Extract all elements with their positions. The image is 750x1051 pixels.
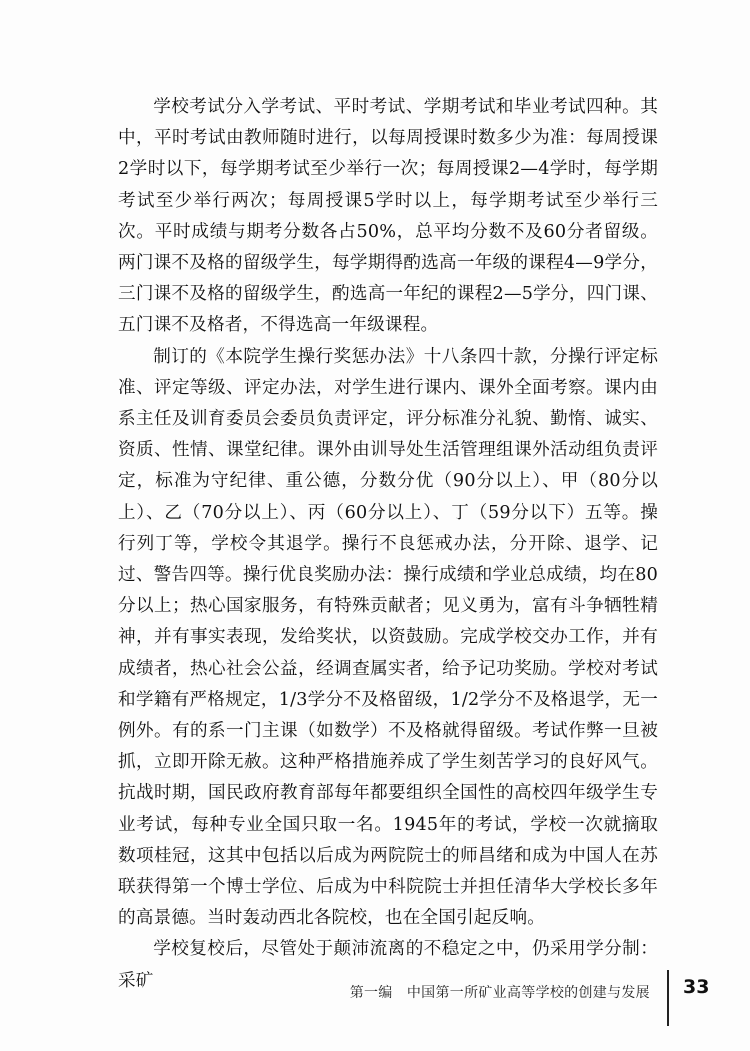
body-text bbox=[118, 92, 658, 997]
paragraph-credit-system: 学校复校后，尽管处于颠沛流离的不稳定之中，仍采用学分制：采矿 bbox=[118, 939, 658, 991]
footer-divider bbox=[667, 970, 669, 1026]
running-title: 第一编 中国第一所矿业高等学校的创建与发展 bbox=[349, 985, 650, 1001]
page-footer bbox=[0, 970, 750, 1030]
page-number: 33 bbox=[683, 976, 710, 998]
paragraph-conduct-rules: 制订的《本院学生操行奖惩办法》十八条四十款，分操行评定标准、评定等级、评定办法，对学生进行课内、课外全面考察。课内由系主任及训育委员会委员负责评定，评分标准分礼貌、勤惰、诚实、资质、性情、课堂纪律。课外由训导处生活管理组课外活动组负责评定，标准为守纪律、重公德，分数分优（90分以上）、甲（80分以上）、乙（70分以上）、丙（60分以上）、丁（59分以下）五等。操行列丁等，学校令其退学。操行不良惩戒办法，分开除、退学、记过、警告四等。操行优良奖励办法：操行成绩和学业总成绩，均在80分以上；热心国家服务，有特殊贡献者；见义勇为，富有斗争牺牲精神，并有事实表现，发给奖状，以资鼓励。完成学校交办工作，并有成绩者，热心社会公益，经调查属实者，给予记功奖励。学校对考试和学籍有严格规定，1/3学分不及格留级，1/2学分不及格退学，无一例外。有的系一门主课（如数学）不及格就得留级。考试作弊一旦被抓，立即开除无赦。这种严格措施养成了学生刻苦学习的良好风气。抗战时期，国民政府教育部每年都要组织全国性的高校四年级学生专业考试，每种专业全国只取一名。1945年的考试，学校一次就摘取数项桂冠，这其中包括以后成为两院院士的师昌绪和成为中国人在苏联获得第一个博士学位、后成为中科院院士并担任清华大学校长多年的高景德。当时轰动西北各院校，也在全国引起反响。 bbox=[118, 346, 658, 929]
paragraph-exams: 学校考试分入学考试、平时考试、学期考试和毕业考试四种。其中，平时考试由教师随时进行，以每周授课时数多少为准：每周授课2学时以下，每学期考试至少举行一次；每周授课2—4学时，每学期考试至少举行两次；每周授课5学时以上，每学期考试至少举行三次。平时成绩与期考分数各占50%，总平均分数不及60分者留级。两门课不及格的留级学生，每学期得酌选高一年级的课程4—9学分，三门课不及格的留级学生，酌选高一年纪的课程2—5学分，四门课、五门课不及格者，不得选高一年级课程。 bbox=[118, 97, 658, 336]
